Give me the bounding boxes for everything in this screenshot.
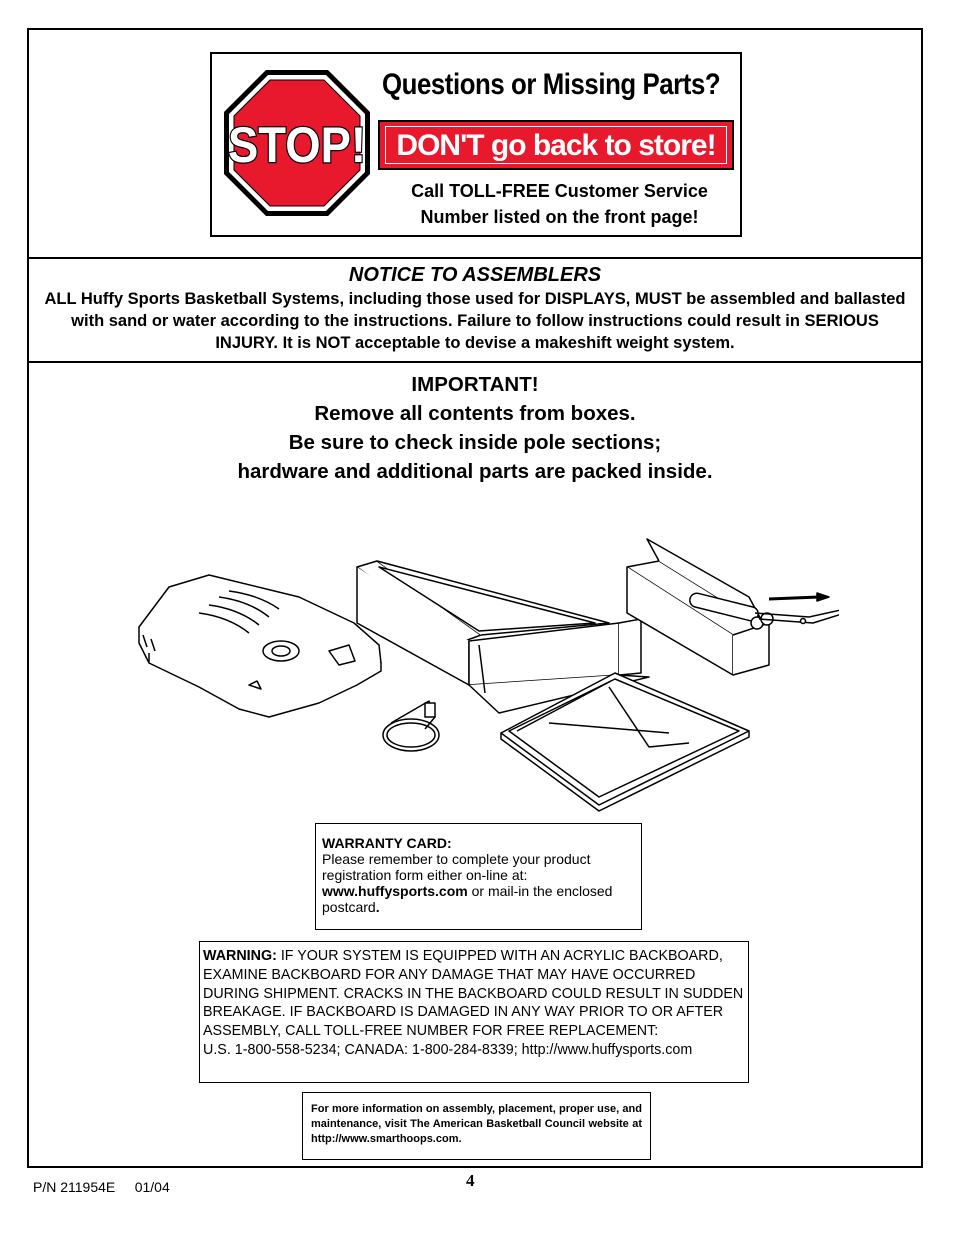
missing-parts-question: Questions or Missing Parts? bbox=[382, 68, 721, 101]
warning-label: WARNING: bbox=[203, 948, 277, 964]
warning-text: IF YOUR SYSTEM IS EQUIPPED WITH AN ACRYLIC BACKBOARD, EXAMINE BACKBOARD FOR ANY DAMAGE THAT MAY HAVE OCCURRED DURING SHIPMENT. CRACKS IN THE BACKBOARD COULD RESULT IN SUDDEN BREAKAGE. IF BACKBOARD IS DAMAGED IN ANY WAY PRIOR TO OR AFTER ASSEMBLY, CALL TOLL-FREE NUMBER FOR FREE REPLACEMENT: bbox=[203, 948, 744, 1040]
more-info-text: For more information on assembly, placement, proper use, and maintenance, visit The American Basketball Council website at http://www.smarthoops.com. bbox=[311, 1103, 642, 1145]
rim-bracket-drawing bbox=[383, 701, 439, 751]
warranty-text-mail: or mail-in the enclosed postcard bbox=[322, 883, 613, 915]
customer-service-line-1: Call TOLL-FREE Customer Service bbox=[411, 181, 708, 201]
warning-contacts: U.S. 1-800-558-5234; CANADA: 1-800-284-8339; http://www.huffysports.com bbox=[203, 1041, 693, 1058]
notice-section bbox=[29, 262, 921, 354]
footer-part-number bbox=[33, 1179, 170, 1195]
revision-date: 01/04 bbox=[134, 1179, 170, 1195]
notice-body: ALL Huffy Sports Basketball Systems, including those used for DISPLAYS, MUST be assembled and ballasted with sand or water according to the instructions. Failure to follow instructions could result in SERIOUS INJURY. It is NOT acceptable to devise a makeshift weight system. bbox=[44, 290, 906, 352]
warranty-text bbox=[322, 851, 635, 915]
customer-service-note bbox=[382, 178, 737, 230]
warning-box bbox=[199, 941, 749, 1083]
important-line-2: Remove all contents from boxes. bbox=[314, 402, 636, 425]
notice-title: NOTICE TO ASSEMBLERS bbox=[348, 264, 602, 286]
pole-box-drawing bbox=[627, 539, 839, 675]
base-drawing bbox=[139, 575, 381, 717]
section-divider bbox=[29, 361, 921, 363]
more-info-box bbox=[302, 1092, 651, 1160]
customer-service-line-2: Number listed on the front page! bbox=[420, 207, 699, 227]
warranty-text-intro: Please remember to complete your product registration form either on-line at: bbox=[322, 851, 591, 883]
warranty-heading: WARRANTY CARD: bbox=[322, 835, 452, 851]
page-frame bbox=[27, 28, 923, 1168]
parts-illustration bbox=[129, 505, 839, 815]
stop-banner bbox=[210, 52, 742, 237]
warranty-url-link[interactable]: www.huffysports.com bbox=[322, 883, 468, 899]
warranty-card-box bbox=[315, 823, 642, 930]
important-line-4: hardware and additional parts are packed inside. bbox=[237, 460, 713, 483]
important-heading: IMPORTANT! bbox=[411, 373, 539, 396]
part-number: P/N 211954E bbox=[33, 1179, 116, 1195]
stop-sign-icon bbox=[222, 68, 372, 218]
important-line-3: Be sure to check inside pole sections; bbox=[288, 431, 662, 454]
dont-return-banner bbox=[378, 120, 734, 170]
warranty-period: . bbox=[375, 899, 380, 915]
page-number: 4 bbox=[466, 1171, 475, 1190]
stop-sign-text: STOP! bbox=[228, 117, 366, 173]
dont-return-text: DON'T go back to store! bbox=[385, 126, 727, 164]
important-section bbox=[29, 370, 921, 486]
section-divider bbox=[29, 257, 921, 259]
